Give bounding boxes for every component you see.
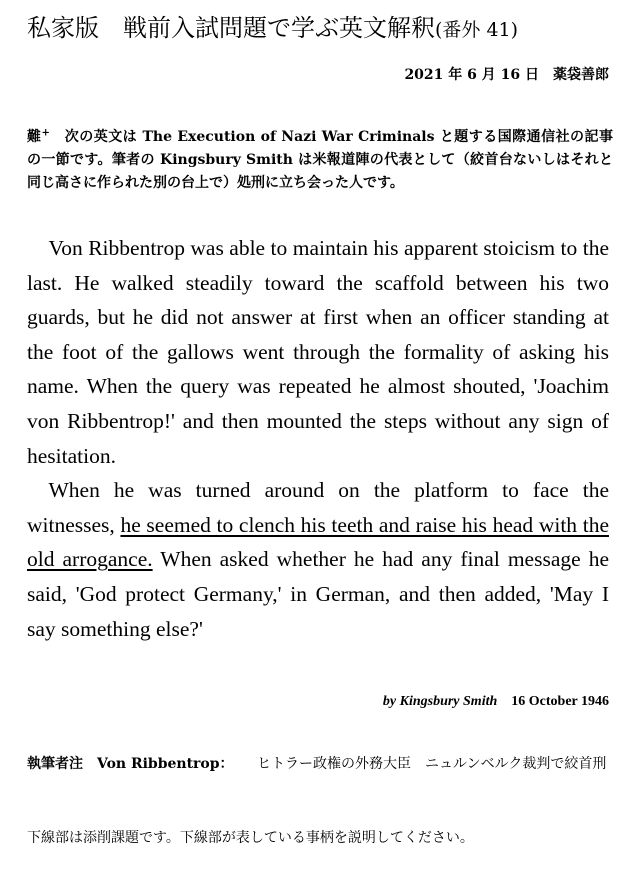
author-note [27, 751, 617, 777]
source-credit [383, 694, 609, 710]
publish-date: 2021 年 6 月 16 日 [404, 67, 539, 83]
date-author-line [404, 64, 609, 84]
passage-paragraph-1: Von Ribbentrop was able to maintain his apparent stoicism to the last. He walked steadily toward the scaffold between his two guards, but he did not answer at first when an officer standing at the foot of the gallows went through the formality of asking his name. When the query was repeated he almost shouted, 'Joachim von Ribbentrop!' and then mounted the steps without any sign of hesitation. [27, 236, 609, 468]
title-suffix: (番外 41) [435, 19, 519, 41]
difficulty-mark: + [41, 127, 50, 139]
difficulty-label: 難 [27, 129, 42, 145]
passage-p2-after: When asked whether he had any final message he said, 'God protect Germany,' in German, and then added, 'May I say something else?' [27, 547, 609, 641]
note-text: ヒトラー政権の外務大臣 ニュルンベルク裁判で絞首刑 [257, 756, 607, 772]
author-name: 薬袋善郎 [553, 67, 609, 83]
underlined-task-sentence: he seemed to clench his teeth and raise his head with the old arrogance. [27, 512, 609, 572]
intro-text: 次の英文は The Execution of Nazi War Criminals と題する国際通信社の記事の一節です。筆者の Kingsbury Smith は米報道陣の代表として（絞首台ないしはそれと同じ高さに作られた別の台上で）処刑に立ち会った人です。 [27, 129, 613, 191]
task-instruction: 下線部は添削課題です。下線部が表している事柄を説明してください。 [27, 830, 474, 846]
english-passage [27, 231, 609, 646]
page-title [27, 12, 627, 46]
passage-p2-before: When he was turned around on the platform to face the witnesses, [27, 478, 609, 537]
credit-date: 16 October 1946 [511, 694, 609, 709]
note-label: 執筆者注 Von Ribbentrop： [27, 756, 234, 772]
passage-paragraph-2 [27, 473, 609, 646]
credit-author: by Kingsbury Smith [382, 694, 498, 709]
title-main: 私家版 戦前入試問題で学ぶ英文解釈 [27, 14, 435, 42]
intro-paragraph [27, 126, 613, 195]
